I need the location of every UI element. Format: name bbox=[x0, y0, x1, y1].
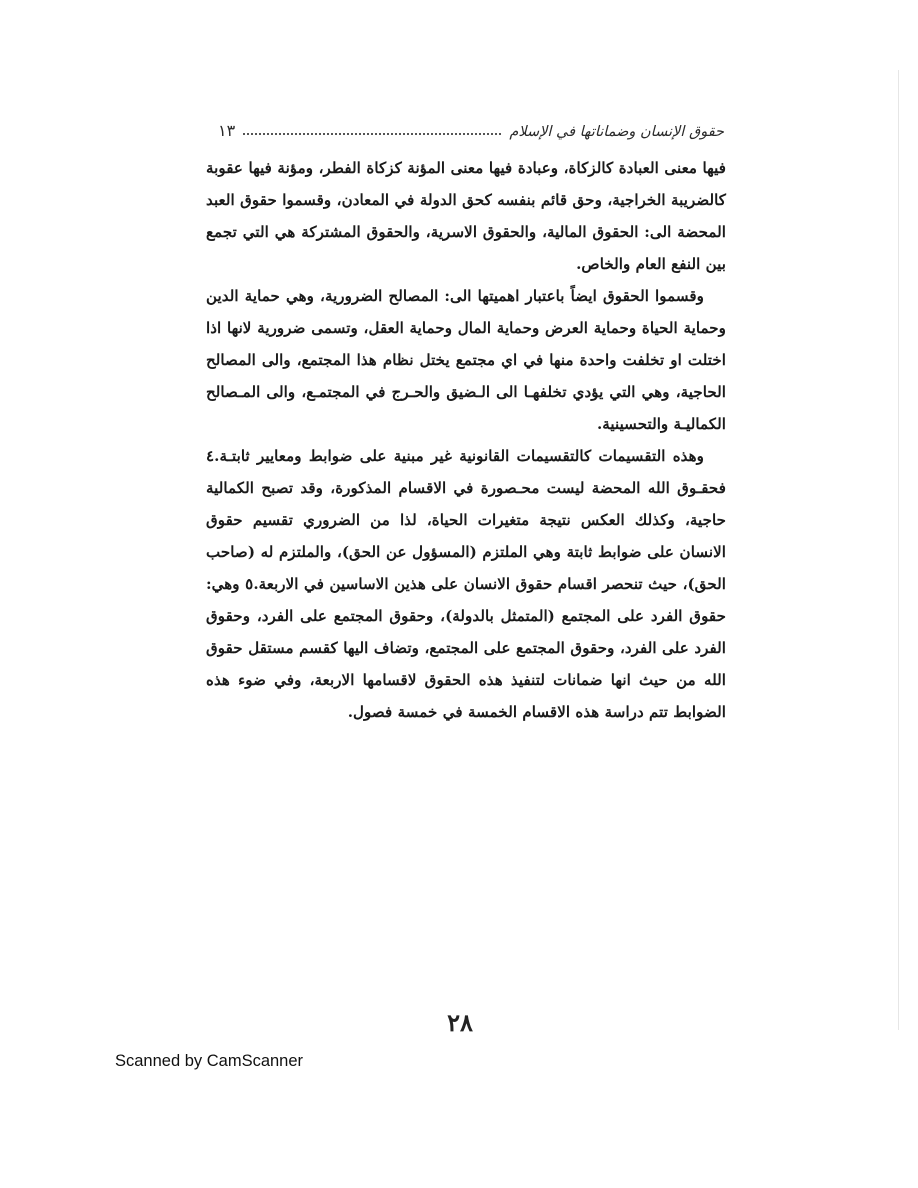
handwritten-folio-number: ٢٨ bbox=[447, 1008, 473, 1037]
paragraph-2: وقسموا الحقوق ايضاً باعتبار اهميتها الى: المصالح الضرورية، وهي حماية الدين وحماية الحياة وحماية العرض وحماية المال وحماية العقل، وتسمى ضرورية لانها اذا اختلت او تخلفت واحدة منها في اي مجتمع يختل نظام هذا المجتمع، والى المصالح الحاجية، وهي التي يؤدي تخلفهـا الى الـضيق والحـرج في المجتمـع، والى المـصالح الكماليـة والتحسينية. bbox=[206, 287, 726, 433]
running-header bbox=[214, 110, 724, 140]
book-title: حقوق الإنسان وضماناتها في الإسلام bbox=[509, 124, 724, 140]
paragraph-1: فيها معنى العبادة كالزكاة، وعبادة فيها معنى المؤنة كزكاة الفطر، ومؤنة فيها عقوبة كالضريبة الخراجية، وحق قائم بنفسه كحق الدولة في المعادن، وقسموا حقوق العبد المحضة الى: الحقوق المالية، والحقوق الاسرية، والحقوق المشتركة هي التي تجمع بين النفع العام والخاص. bbox=[206, 159, 726, 273]
paragraph-3: وهذه التقسيمات كالتقسيمات القانونية غير مبنية على ضوابط ومعايير ثابتـة.٤ فحقـوق الله المحضة ليست محـصورة في الاقسام المذكورة، وقد تصبح الكمالية حاجية، وكذلك العكس نتيجة متغيرات الحياة، لذا من الضروري تقسيم حقوق الانسان على ضوابط ثابتة وهي الملتزم (المسؤول عن الحق)، والملتزم له (صاحب الحق)، حيث تنحصر اقسام حقوق الانسان على هذين الاساسين في الاربعة.٥ وهي: حقوق الفرد على المجتمع (المتمثل بالدولة)، وحقوق المجتمع على الفرد، وحقوق الفرد على الفرد، وحقوق المجتمع على المجتمع، وتضاف اليها كقسم مستقل حقوق الله من حيث انها ضمانات لتنفيذ هذه الحقوق لاقسامها الاربعة، وفي ضوء هذه الضوابط تتم دراسة هذه الاقسام الخمسة في خمسة فصول. bbox=[206, 447, 726, 721]
scan-edge-line bbox=[898, 70, 899, 1030]
dot-leader bbox=[243, 133, 501, 135]
scanner-watermark: Scanned by CamScanner bbox=[115, 1052, 304, 1070]
header-page-number: ١٣ bbox=[218, 121, 236, 140]
body-text bbox=[206, 152, 726, 728]
